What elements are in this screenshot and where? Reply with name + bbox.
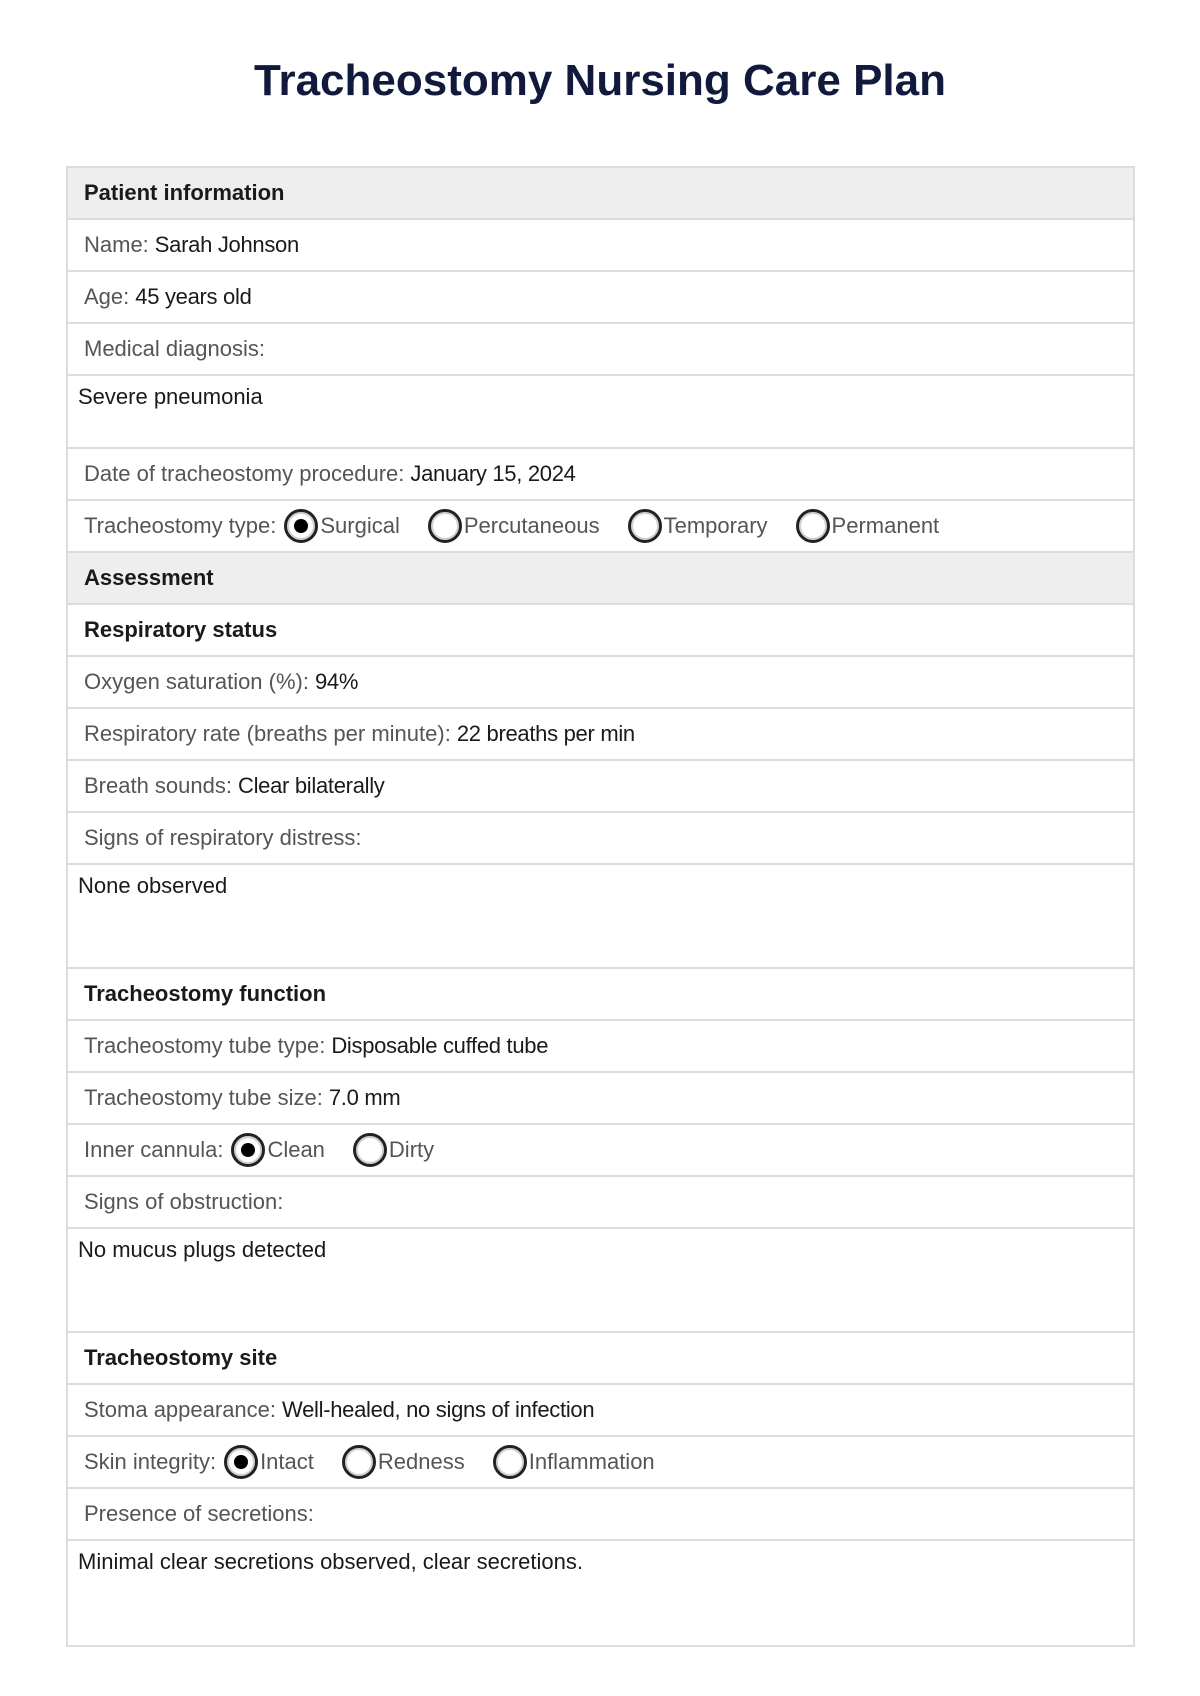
radio-label: Surgical <box>320 513 400 538</box>
tube-type-label: Tracheostomy tube type: <box>84 1033 326 1058</box>
stoma-appearance-field[interactable] <box>68 1385 1133 1437</box>
tracheostomy-type-label: Tracheostomy type: <box>84 513 277 538</box>
respiratory-distress-textarea[interactable] <box>68 865 1133 969</box>
respiratory-rate-field[interactable] <box>68 709 1133 761</box>
tube-type-value[interactable]: Disposable cuffed tube <box>331 1033 549 1058</box>
obstruction-value[interactable]: No mucus plugs detected <box>78 1237 327 1262</box>
medical-diagnosis-value[interactable]: Severe pneumonia <box>78 384 263 409</box>
medical-diagnosis-label: Medical diagnosis: <box>84 336 265 361</box>
respiratory-distress-label: Signs of respiratory distress: <box>84 825 362 850</box>
oxygen-saturation-value[interactable]: 94% <box>314 669 359 694</box>
subsection-header-tracheostomy-site <box>68 1333 1133 1385</box>
name-value[interactable]: Sarah Johnson <box>154 232 299 257</box>
radio-label: Inflammation <box>528 1449 655 1474</box>
radio-button-icon[interactable] <box>493 1445 527 1479</box>
inner-cannula-radio-group <box>223 1133 454 1167</box>
oxygen-saturation-field[interactable] <box>68 657 1133 709</box>
radio-option-dirty[interactable] <box>345 1133 434 1167</box>
tracheostomy-type-field <box>68 501 1133 553</box>
procedure-date-value[interactable]: January 15, 2024 <box>410 461 576 486</box>
section-header-patient-information <box>68 168 1133 220</box>
age-label: Age: <box>84 284 130 309</box>
tube-size-value[interactable]: 7.0 mm <box>328 1085 401 1110</box>
breath-sounds-label: Breath sounds: <box>84 773 232 798</box>
subsection-header-respiratory-status <box>68 605 1133 657</box>
radio-label: Intact <box>260 1449 314 1474</box>
radio-option-intact[interactable] <box>216 1445 314 1479</box>
radio-label: Clean <box>267 1137 325 1162</box>
respiratory-rate-label: Respiratory rate (breaths per minute): <box>84 721 451 746</box>
inner-cannula-field <box>68 1125 1133 1177</box>
subsection-header-tracheostomy-function <box>68 969 1133 1021</box>
radio-button-icon[interactable] <box>796 509 830 543</box>
radio-option-redness[interactable] <box>334 1445 465 1479</box>
radio-selected-dot <box>234 1455 248 1469</box>
inner-cannula-label: Inner cannula: <box>84 1137 224 1162</box>
section-header-assessment <box>68 553 1133 605</box>
obstruction-label-row <box>68 1177 1133 1229</box>
secretions-value[interactable]: Minimal clear secretions observed, clear secretions. <box>78 1549 583 1574</box>
radio-button-icon[interactable] <box>224 1445 258 1479</box>
skin-integrity-radio-group <box>216 1445 675 1479</box>
radio-button-icon[interactable] <box>628 509 662 543</box>
medical-diagnosis-textarea[interactable] <box>68 376 1133 449</box>
radio-button-icon[interactable] <box>231 1133 265 1167</box>
age-value[interactable]: 45 years old <box>135 284 252 309</box>
subsection-title: Respiratory status <box>84 617 278 642</box>
section-title: Patient information <box>84 180 285 205</box>
name-label: Name: <box>84 232 149 257</box>
radio-selected-dot <box>241 1143 255 1157</box>
breath-sounds-value[interactable]: Clear bilaterally <box>237 773 385 798</box>
radio-option-surgical[interactable] <box>276 509 399 543</box>
stoma-appearance-value[interactable]: Well-healed, no signs of infection <box>282 1397 595 1422</box>
skin-integrity-label: Skin integrity: <box>84 1449 217 1474</box>
section-title: Assessment <box>84 565 214 590</box>
radio-button-icon[interactable] <box>284 509 318 543</box>
radio-label: Temporary <box>663 513 768 538</box>
secretions-textarea[interactable] <box>68 1541 1133 1645</box>
radio-option-temporary[interactable] <box>620 509 768 543</box>
oxygen-saturation-label: Oxygen saturation (%): <box>84 669 309 694</box>
radio-label: Dirty <box>388 1137 435 1162</box>
stoma-appearance-label: Stoma appearance: <box>84 1397 277 1422</box>
tube-size-label: Tracheostomy tube size: <box>84 1085 323 1110</box>
tracheostomy-type-radio-group <box>276 509 959 543</box>
radio-option-clean[interactable] <box>223 1133 324 1167</box>
medical-diagnosis-label-row <box>68 324 1133 376</box>
secretions-label: Presence of secretions: <box>84 1501 314 1526</box>
care-plan-form <box>66 166 1135 1647</box>
obstruction-textarea[interactable] <box>68 1229 1133 1333</box>
obstruction-label: Signs of obstruction: <box>84 1189 284 1214</box>
tube-size-field[interactable] <box>68 1073 1133 1125</box>
radio-option-inflammation[interactable] <box>485 1445 655 1479</box>
respiratory-rate-value[interactable]: 22 breaths per min <box>456 721 635 746</box>
respiratory-distress-label-row <box>68 813 1133 865</box>
secretions-label-row <box>68 1489 1133 1541</box>
page-title: Tracheostomy Nursing Care Plan <box>254 56 946 105</box>
radio-label: Permanent <box>831 513 940 538</box>
radio-button-icon[interactable] <box>428 509 462 543</box>
subsection-title: Tracheostomy site <box>84 1345 278 1370</box>
radio-option-percutaneous[interactable] <box>420 509 600 543</box>
radio-button-icon[interactable] <box>342 1445 376 1479</box>
radio-button-icon[interactable] <box>353 1133 387 1167</box>
radio-label: Redness <box>377 1449 465 1474</box>
age-field[interactable] <box>68 272 1133 324</box>
name-field[interactable] <box>68 220 1133 272</box>
subsection-title: Tracheostomy function <box>84 981 327 1006</box>
respiratory-distress-value[interactable]: None observed <box>78 873 228 898</box>
procedure-date-field[interactable] <box>68 449 1133 501</box>
radio-label: Percutaneous <box>463 513 600 538</box>
skin-integrity-field <box>68 1437 1133 1489</box>
radio-selected-dot <box>294 519 308 533</box>
breath-sounds-field[interactable] <box>68 761 1133 813</box>
tube-type-field[interactable] <box>68 1021 1133 1073</box>
procedure-date-label: Date of tracheostomy procedure: <box>84 461 405 486</box>
radio-option-permanent[interactable] <box>788 509 940 543</box>
